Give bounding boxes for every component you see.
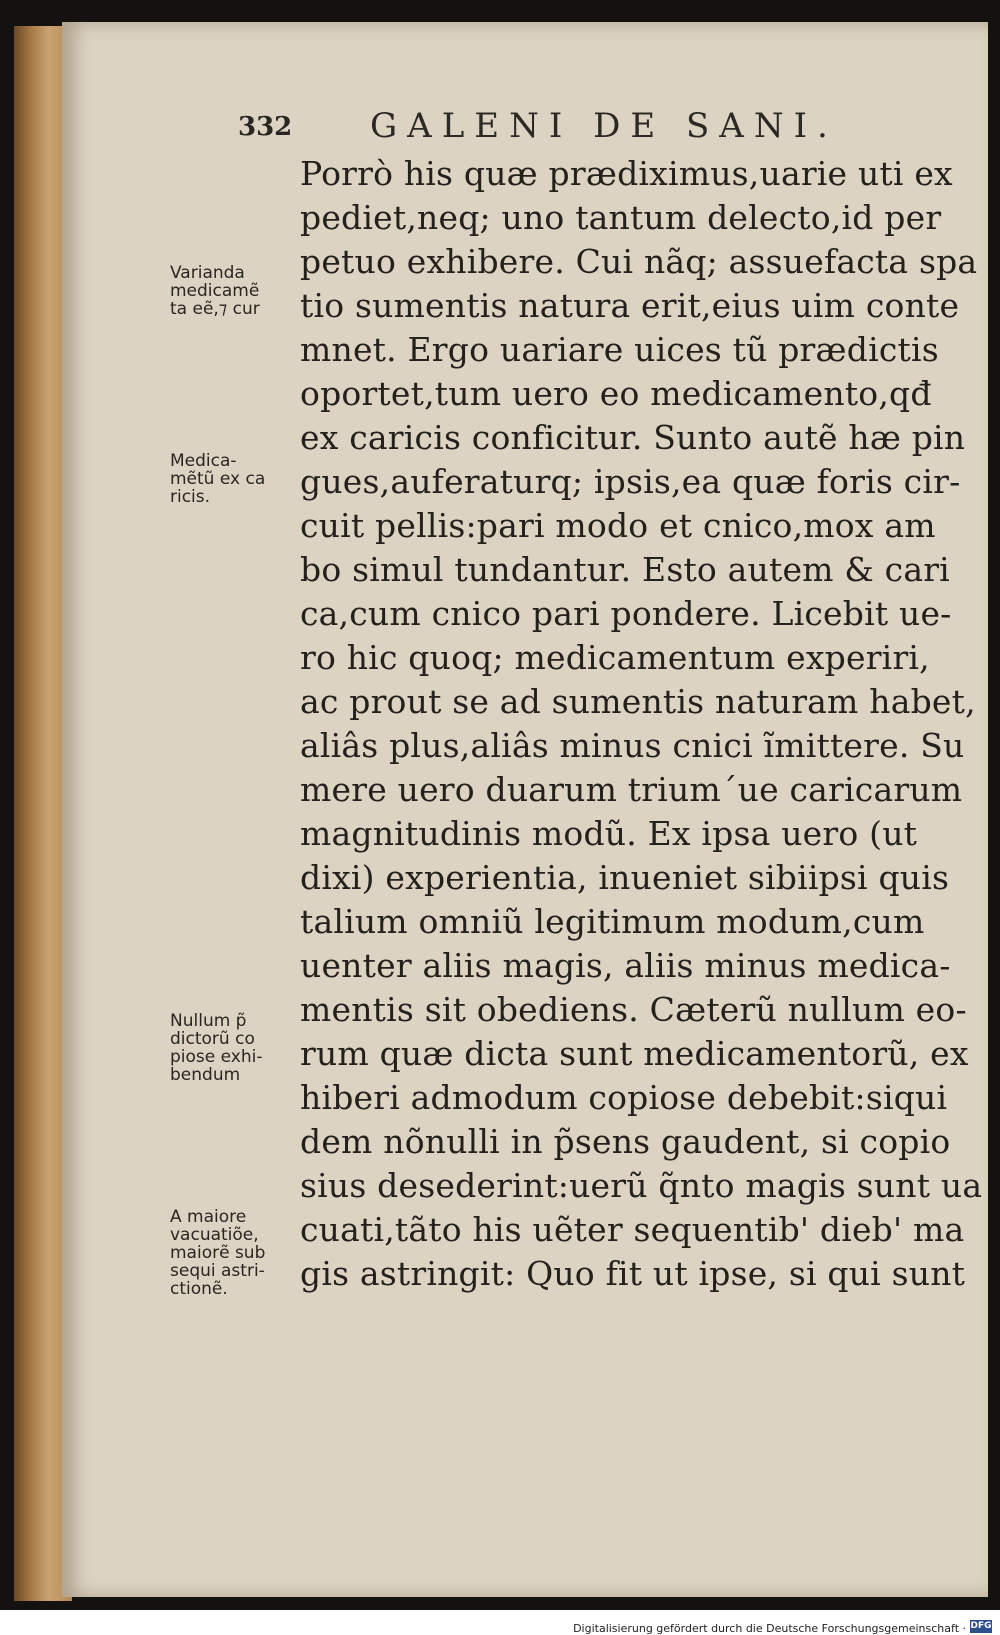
page-number: 332 xyxy=(238,112,293,142)
text-line: bo simul tundantur. Esto autem & cari xyxy=(300,550,950,589)
margin-note-line: Medica- xyxy=(170,451,237,471)
dfg-logo: DFG xyxy=(970,1621,992,1631)
text-line: hiberi admodum copiose debebit:siqui xyxy=(300,1078,948,1117)
text-line: ac prout se ad sumentis naturam habet, xyxy=(300,682,976,721)
margin-note-vacuatio xyxy=(170,1208,295,1298)
text-line: ca,cum cnico pari pondere. Licebit ue- xyxy=(300,594,952,633)
text-line: gues,auferaturq; ipsis,ea quæ foris cir- xyxy=(300,462,961,501)
margin-note-line: sequi astri- xyxy=(170,1261,265,1281)
text-line: petuo exhibere. Cui nãq; assuefacta spa xyxy=(300,242,978,281)
text-line: uenter aliis magis, aliis minus medica- xyxy=(300,946,951,985)
text-line: mnet. Ergo uariare uices tũ prædictis xyxy=(300,330,939,369)
text-line: tio sumentis natura erit,eius uim conte xyxy=(300,286,960,325)
margin-note-line: Nullum p̃ xyxy=(170,1011,247,1031)
margin-note-line: ta eẽ,⁊ cur xyxy=(170,299,260,319)
text-line: talium omniũ legitimum modum,cum xyxy=(300,902,925,941)
margin-note-line: A maiore xyxy=(170,1207,247,1227)
text-line: mere uero duarum trium´ue caricarum xyxy=(300,770,963,809)
text-line: dixi) experientia, inueniet sibiipsi quis xyxy=(300,858,950,897)
margin-note-line: maiorẽ sub xyxy=(170,1243,266,1263)
text-line: ex caricis conficitur. Sunto autẽ hæ pin xyxy=(300,418,966,457)
margin-note-line: bendum xyxy=(170,1065,241,1085)
main-text-block xyxy=(300,152,983,1296)
text-line: ro hic quoq; medicamentum experiri, xyxy=(300,638,930,677)
margin-note-line: vacuatiõe, xyxy=(170,1225,259,1245)
margin-note-line: mẽtũ ex ca xyxy=(170,469,266,489)
margin-note-line: ricis. xyxy=(170,487,211,507)
text-line: cuit pellis:pari modo et cnico,mox am xyxy=(300,506,936,545)
margin-note-line: Varianda xyxy=(170,263,245,283)
running-title: GALENI DE SANI. xyxy=(370,106,838,146)
margin-note-variation xyxy=(170,264,295,318)
margin-note-line: medicamẽ xyxy=(170,281,260,301)
margin-note-carica xyxy=(170,452,295,506)
text-line: dem nõnulli in p̃sens gaudent, si copio xyxy=(300,1122,951,1161)
text-line: magnitudinis modũ. Ex ipsa uero (ut xyxy=(300,814,918,853)
text-line: pediet,neq; uno tantum delecto,id per xyxy=(300,198,942,237)
text-line: rum quæ dicta sunt medicamentorũ, ex xyxy=(300,1034,969,1073)
text-line: aliâs plus,aliâs minus cnici ĩmittere. Su xyxy=(300,726,965,765)
margin-note-line: piose exhi- xyxy=(170,1047,263,1067)
text-line: sius desederint:uerũ q̃nto magis sunt ua xyxy=(300,1166,983,1205)
margin-note-line: dictorũ co xyxy=(170,1029,255,1049)
margin-note-nullum xyxy=(170,1012,295,1084)
text-line: gis astringit: Quo fit ut ipse, si qui sunt xyxy=(300,1254,966,1293)
margin-note-line: ctionẽ. xyxy=(170,1279,228,1299)
text-line: oportet,tum uero eo medicamento,qđ xyxy=(300,374,932,413)
text-line: Porrò his quæ prædiximus,uarie uti ex xyxy=(300,154,953,193)
text-line: cuati,tãto his uẽter sequentib' dieb' ma xyxy=(300,1210,965,1249)
digitization-credit: Digitalisierung gefördert durch die Deutsche Forschungsgemeinschaft · xyxy=(573,1622,966,1635)
text-line: mentis sit obediens. Cæterũ nullum eo- xyxy=(300,990,967,1029)
